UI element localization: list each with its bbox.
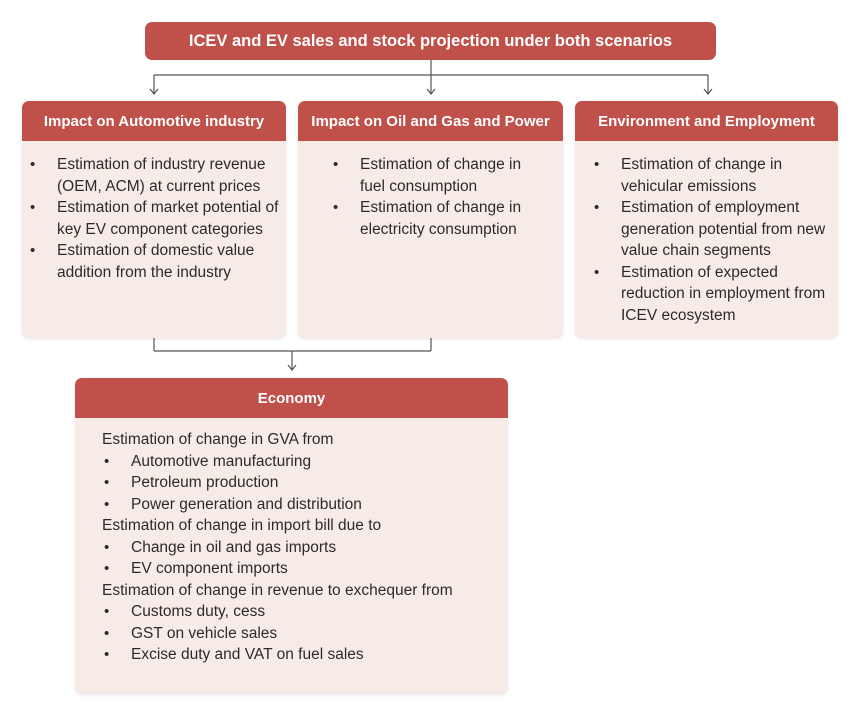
list-item: • Estimation of employment generation potential from new value chain segments [592, 197, 828, 262]
economy-header: Economy [75, 378, 508, 418]
top-title: ICEV and EV sales and stock projection under both scenarios [145, 22, 716, 60]
list-item: • Estimation of domestic value addition from the industry [28, 240, 280, 283]
list-item: • Estimation of market potential of key EV component categories [28, 197, 280, 240]
automotive-body [28, 154, 280, 283]
economy-group-heading: Estimation of change in GVA from [102, 431, 334, 448]
list-item: • Power generation and distribution [102, 494, 502, 516]
list-item: • Estimation of expected reduction in employment from ICEV ecosystem [592, 262, 828, 327]
oil-gas-power-header: Impact on Oil and Gas and Power [298, 101, 563, 141]
list-item: • Customs duty, cess [102, 601, 502, 623]
list-item: • Estimation of change in fuel consumption [331, 154, 531, 197]
economy-body [102, 429, 502, 666]
list-item: • GST on vehicle sales [102, 623, 502, 645]
list-item: • EV component imports [102, 558, 502, 580]
economy-group-heading: Estimation of change in import bill due to [102, 517, 382, 534]
list-item: • Estimation of change in electricity consumption [331, 197, 531, 240]
list-item: • Change in oil and gas imports [102, 537, 502, 559]
list-item: • Excise duty and VAT on fuel sales [102, 644, 502, 666]
environment-employment-header: Environment and Employment [575, 101, 838, 141]
environment-employment-body [592, 154, 828, 326]
list-item: • Estimation of industry revenue (OEM, ACM) at current prices [28, 154, 280, 197]
economy-group-heading: Estimation of change in revenue to exchequer from [102, 581, 453, 599]
list-item: • Petroleum production [102, 472, 502, 494]
list-item: • Estimation of change in vehicular emissions [592, 154, 828, 197]
automotive-header: Impact on Automotive industry [22, 101, 286, 141]
oil-gas-power-body [331, 154, 531, 240]
list-item: • Automotive manufacturing [102, 451, 502, 473]
